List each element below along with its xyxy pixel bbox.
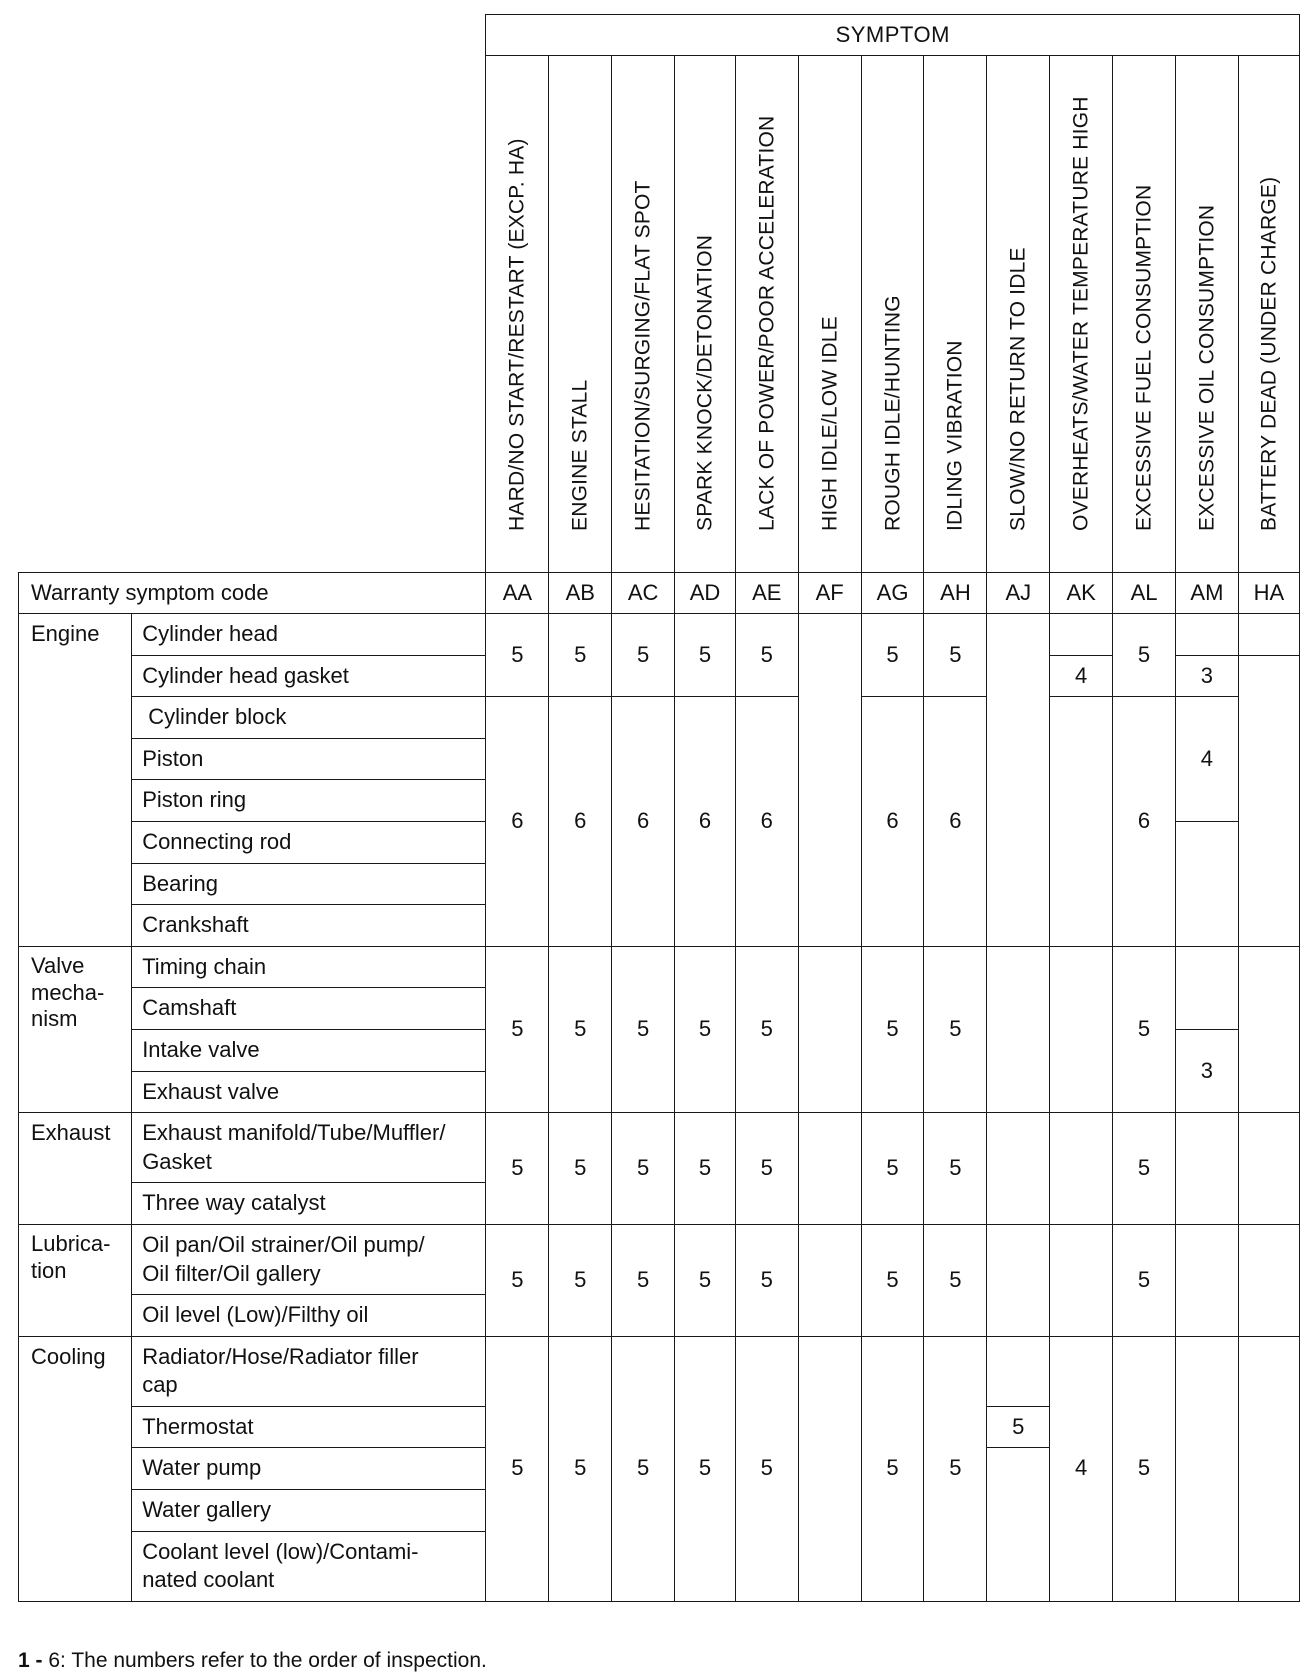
cell-value: 5 — [1113, 1336, 1176, 1601]
cell-value: 5 — [735, 946, 798, 1112]
cell-value: 5 — [675, 614, 736, 697]
cell-value: 5 — [549, 614, 612, 697]
cell-value: 6 — [612, 697, 675, 947]
code-am: AM — [1175, 573, 1238, 614]
part-radiator-line-1: Radiator/Hose/Radiator filler — [142, 1343, 419, 1369]
cell-empty — [1050, 1113, 1113, 1225]
cell-empty — [798, 614, 861, 947]
part-coolant-level — [132, 1531, 486, 1601]
cell-value: 6 — [735, 697, 798, 947]
symptom-table — [18, 14, 1300, 1602]
cell-value: 5 — [675, 1336, 736, 1601]
part-bearing: Bearing — [132, 863, 486, 905]
cell-empty — [1238, 1224, 1299, 1336]
cell-value: 5 — [735, 1224, 798, 1336]
cell-value: 5 — [924, 1336, 987, 1601]
category-valve-line-1: Valve — [31, 952, 85, 978]
category-engine: Engine — [19, 614, 132, 947]
cell-value: 5 — [987, 1406, 1050, 1448]
cell-value: 5 — [486, 1113, 549, 1225]
part-thermostat: Thermostat — [132, 1406, 486, 1448]
code-ah: AH — [924, 573, 987, 614]
cell-value: 6 — [861, 697, 924, 947]
footnote-text: 6: The numbers refer to the order of inspection. — [48, 1649, 487, 1672]
symptom-col-10: EXCESSIVE FUEL CONSUMPTION — [1113, 56, 1176, 573]
footnote-range: 1 - — [18, 1649, 49, 1672]
cell-value: 4 — [1050, 655, 1113, 697]
cell-value: 5 — [924, 614, 987, 697]
code-ae: AE — [735, 573, 798, 614]
cell-empty — [798, 1336, 861, 1601]
symptom-col-12: BATTERY DEAD (UNDER CHARGE) — [1238, 56, 1299, 573]
category-lubrication-line-2: tion — [31, 1257, 67, 1283]
footnote — [18, 1649, 487, 1673]
part-oil-pan — [132, 1224, 486, 1294]
part-camshaft: Camshaft — [132, 988, 486, 1030]
cell-value: 5 — [612, 1113, 675, 1225]
cell-empty — [1175, 1224, 1238, 1336]
cell-empty — [987, 1113, 1050, 1225]
cell-value: 5 — [861, 1113, 924, 1225]
cell-empty — [798, 946, 861, 1112]
cell-value: 5 — [612, 946, 675, 1112]
code-al: AL — [1113, 573, 1176, 614]
cell-value: 5 — [549, 1113, 612, 1225]
part-cylinder-block: Cylinder block — [132, 697, 486, 739]
cell-empty — [1050, 697, 1113, 947]
cell-empty — [1175, 946, 1238, 1029]
cell-empty — [987, 614, 1050, 947]
part-piston-ring: Piston ring — [132, 780, 486, 822]
cell-value: 5 — [549, 946, 612, 1112]
cell-value: 5 — [735, 1113, 798, 1225]
part-cylinder-head: Cylinder head — [132, 614, 486, 656]
symptom-col-4: LACK OF POWER/POOR ACCELERATION — [735, 56, 798, 573]
part-intake-valve: Intake valve — [132, 1029, 486, 1071]
part-three-way-catalyst: Three way catalyst — [132, 1183, 486, 1225]
cell-empty — [1175, 1113, 1238, 1225]
cell-value: 5 — [486, 946, 549, 1112]
cell-value: 5 — [1113, 614, 1176, 697]
part-piston: Piston — [132, 738, 486, 780]
cell-value: 6 — [486, 697, 549, 947]
part-connecting-rod: Connecting rod — [132, 821, 486, 863]
cell-value: 5 — [612, 614, 675, 697]
category-lubrication — [19, 1224, 132, 1336]
cell-value: 5 — [675, 1113, 736, 1225]
cell-value: 5 — [735, 614, 798, 697]
category-valve-line-3: nism — [31, 1006, 78, 1032]
cell-value: 5 — [861, 946, 924, 1112]
cell-empty — [798, 1113, 861, 1225]
part-water-gallery: Water gallery — [132, 1490, 486, 1532]
cell-value: 5 — [549, 1336, 612, 1601]
warranty-code-label: Warranty symptom code — [19, 573, 486, 614]
cell-empty — [987, 1224, 1050, 1336]
part-coolant-level-line-2: nated coolant — [142, 1567, 275, 1593]
cell-empty — [1238, 1113, 1299, 1225]
part-cylinder-head-gasket: Cylinder head gasket — [132, 655, 486, 697]
symptom-col-5: HIGH IDLE/LOW IDLE — [798, 56, 861, 573]
cell-value: 6 — [549, 697, 612, 947]
cell-value: 5 — [1113, 1224, 1176, 1336]
category-valve-line-2: mecha- — [31, 979, 105, 1005]
code-af: AF — [798, 573, 861, 614]
symptom-col-0: HARD/NO START/RESTART (EXCP. HA) — [486, 56, 549, 573]
cell-value: 6 — [924, 697, 987, 947]
cell-value: 5 — [486, 614, 549, 697]
cell-empty — [1175, 1336, 1238, 1601]
part-exhaust-manifold-line-1: Exhaust manifold/Tube/Muffler/ — [142, 1120, 446, 1146]
cell-value: 6 — [1113, 697, 1176, 947]
cell-value: 5 — [486, 1224, 549, 1336]
symptom-col-7: IDLING VIBRATION — [924, 56, 987, 573]
code-ak: AK — [1050, 573, 1113, 614]
code-aa: AA — [486, 573, 549, 614]
part-oil-pan-line-1: Oil pan/Oil strainer/Oil pump/ — [142, 1231, 425, 1257]
cell-value: 5 — [549, 1224, 612, 1336]
cell-value: 5 — [1113, 1113, 1176, 1225]
cell-value: 6 — [675, 697, 736, 947]
part-water-pump: Water pump — [132, 1448, 486, 1490]
cell-empty — [1238, 655, 1299, 946]
code-ha: HA — [1238, 573, 1299, 614]
category-valve-mechanism — [19, 946, 132, 1112]
cell-empty — [987, 1336, 1050, 1406]
cell-empty — [1050, 946, 1113, 1112]
part-oil-level: Oil level (Low)/Filthy oil — [132, 1295, 486, 1337]
code-aj: AJ — [987, 573, 1050, 614]
header-blank — [19, 15, 486, 573]
symptom-title: SYMPTOM — [486, 15, 1300, 56]
cell-value: 3 — [1175, 1029, 1238, 1112]
cell-value: 5 — [924, 1224, 987, 1336]
part-radiator-line-2: cap — [142, 1372, 178, 1398]
cell-value: 5 — [735, 1336, 798, 1601]
category-exhaust: Exhaust — [19, 1113, 132, 1225]
part-exhaust-manifold-line-2: Gasket — [142, 1148, 212, 1174]
symptom-col-2: HESITATION/SURGING/FLAT SPOT — [612, 56, 675, 573]
cell-value: 5 — [861, 1224, 924, 1336]
cell-value: 5 — [612, 1336, 675, 1601]
symptom-col-1: ENGINE STALL — [549, 56, 612, 573]
part-oil-pan-line-2: Oil filter/Oil gallery — [142, 1260, 321, 1286]
code-ab: AB — [549, 573, 612, 614]
cell-value: 5 — [1113, 946, 1176, 1112]
part-exhaust-manifold — [132, 1113, 486, 1183]
symptom-col-9: OVERHEATS/WATER TEMPERATURE HIGH — [1050, 56, 1113, 573]
symptom-col-6: ROUGH IDLE/HUNTING — [861, 56, 924, 573]
symptom-col-3: SPARK KNOCK/DETONATION — [675, 56, 736, 573]
cell-empty — [987, 1448, 1050, 1601]
part-crankshaft: Crankshaft — [132, 905, 486, 947]
cell-value: 5 — [861, 1336, 924, 1601]
code-ag: AG — [861, 573, 924, 614]
cell-value: 3 — [1175, 655, 1238, 697]
category-cooling: Cooling — [19, 1336, 132, 1601]
cell-value: 5 — [612, 1224, 675, 1336]
part-exhaust-valve: Exhaust valve — [132, 1071, 486, 1113]
cell-empty — [987, 946, 1050, 1112]
part-timing-chain: Timing chain — [132, 946, 486, 988]
symptom-col-8: SLOW/NO RETURN TO IDLE — [987, 56, 1050, 573]
cell-value: 5 — [675, 1224, 736, 1336]
cell-value: 5 — [861, 614, 924, 697]
cell-empty — [1238, 1336, 1299, 1601]
category-lubrication-line-1: Lubrica- — [31, 1230, 111, 1256]
cell-empty — [1238, 946, 1299, 1112]
cell-value: 4 — [1050, 1336, 1113, 1601]
cell-empty — [1238, 614, 1299, 656]
cell-value: 4 — [1175, 697, 1238, 822]
cell-value: 5 — [675, 946, 736, 1112]
part-radiator — [132, 1336, 486, 1406]
cell-empty — [798, 1224, 861, 1336]
code-ac: AC — [612, 573, 675, 614]
cell-empty — [1175, 614, 1238, 656]
part-coolant-level-line-1: Coolant level (low)/Contami- — [142, 1538, 419, 1564]
cell-value: 5 — [924, 946, 987, 1112]
cell-value: 5 — [486, 1336, 549, 1601]
cell-empty — [1050, 1224, 1113, 1336]
cell-value: 5 — [924, 1113, 987, 1225]
symptom-col-11: EXCESSIVE OIL CONSUMPTION — [1175, 56, 1238, 573]
code-ad: AD — [675, 573, 736, 614]
cell-empty — [1050, 614, 1113, 656]
cell-empty — [1175, 821, 1238, 946]
